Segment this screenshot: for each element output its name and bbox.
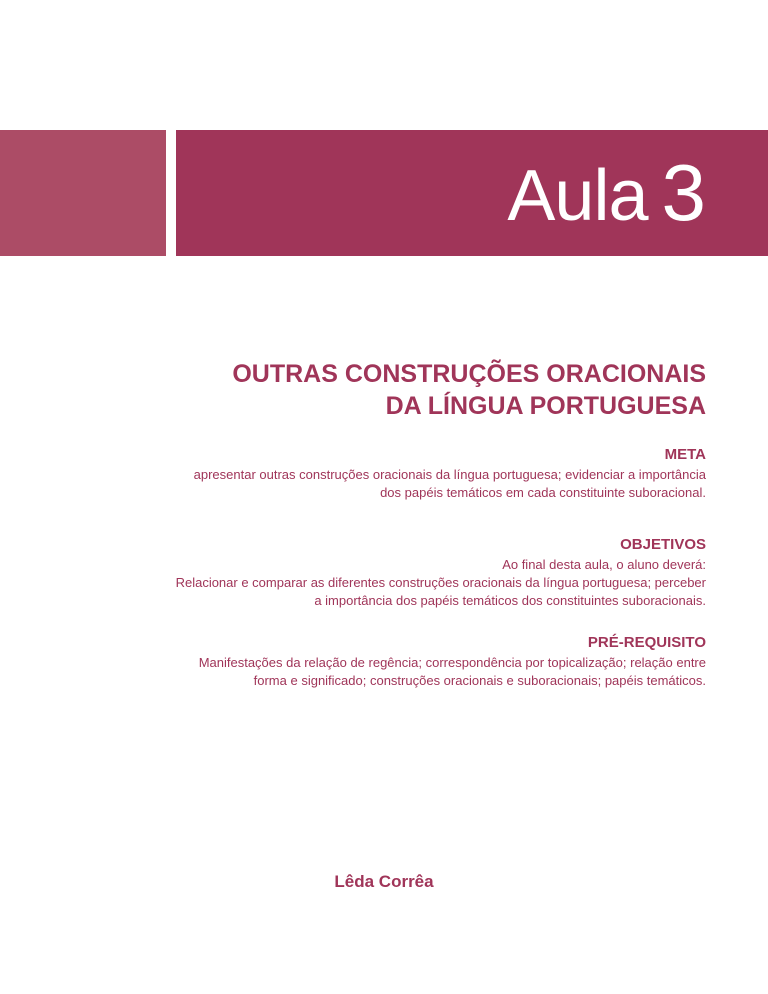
page-title	[86, 358, 706, 422]
objetivos-line-1: Ao final desta aula, o aluno deverá:	[502, 557, 706, 572]
lesson-header-title	[507, 148, 706, 237]
meta-line-2: dos papéis temáticos em cada constituinte suboracional.	[380, 485, 706, 500]
lesson-number: 3	[661, 148, 706, 237]
prerequisito-text	[86, 654, 706, 690]
prerequisito-line-1: Manifestações da relação de regência; correspondência por topicalização; relação entre	[198, 655, 706, 670]
objetivos-line-2: Relacionar e comparar as diferentes construções oracionais da língua portuguesa; perceber	[175, 575, 706, 590]
header-band-left	[0, 130, 166, 256]
page-title-line-2: DA LÍNGUA PORTUGUESA	[385, 392, 706, 420]
objetivos-section	[46, 536, 706, 610]
objetivos-heading: OBJETIVOS	[620, 536, 706, 553]
prerequisito-section	[86, 634, 706, 690]
prerequisito-heading: PRÉ-REQUISITO	[587, 634, 706, 651]
page-title-line-1: OUTRAS CONSTRUÇÕES ORACIONAIS	[232, 360, 706, 388]
objetivos-line-3: a importância dos papéis temáticos dos constituintes suboracionais.	[314, 593, 706, 608]
meta-heading: META	[664, 446, 706, 463]
lesson-label: Aula	[507, 156, 648, 236]
objetivos-text	[46, 556, 706, 610]
meta-section	[106, 446, 706, 502]
meta-text	[106, 466, 706, 502]
prerequisito-line-2: forma e significado; construções oracionais e suboracionais; papéis temáticos.	[253, 673, 706, 688]
author-name: Lêda Corrêa	[334, 872, 434, 891]
meta-line-1: apresentar outras construções oracionais da língua portuguesa; evidenciar a importância	[193, 467, 706, 482]
